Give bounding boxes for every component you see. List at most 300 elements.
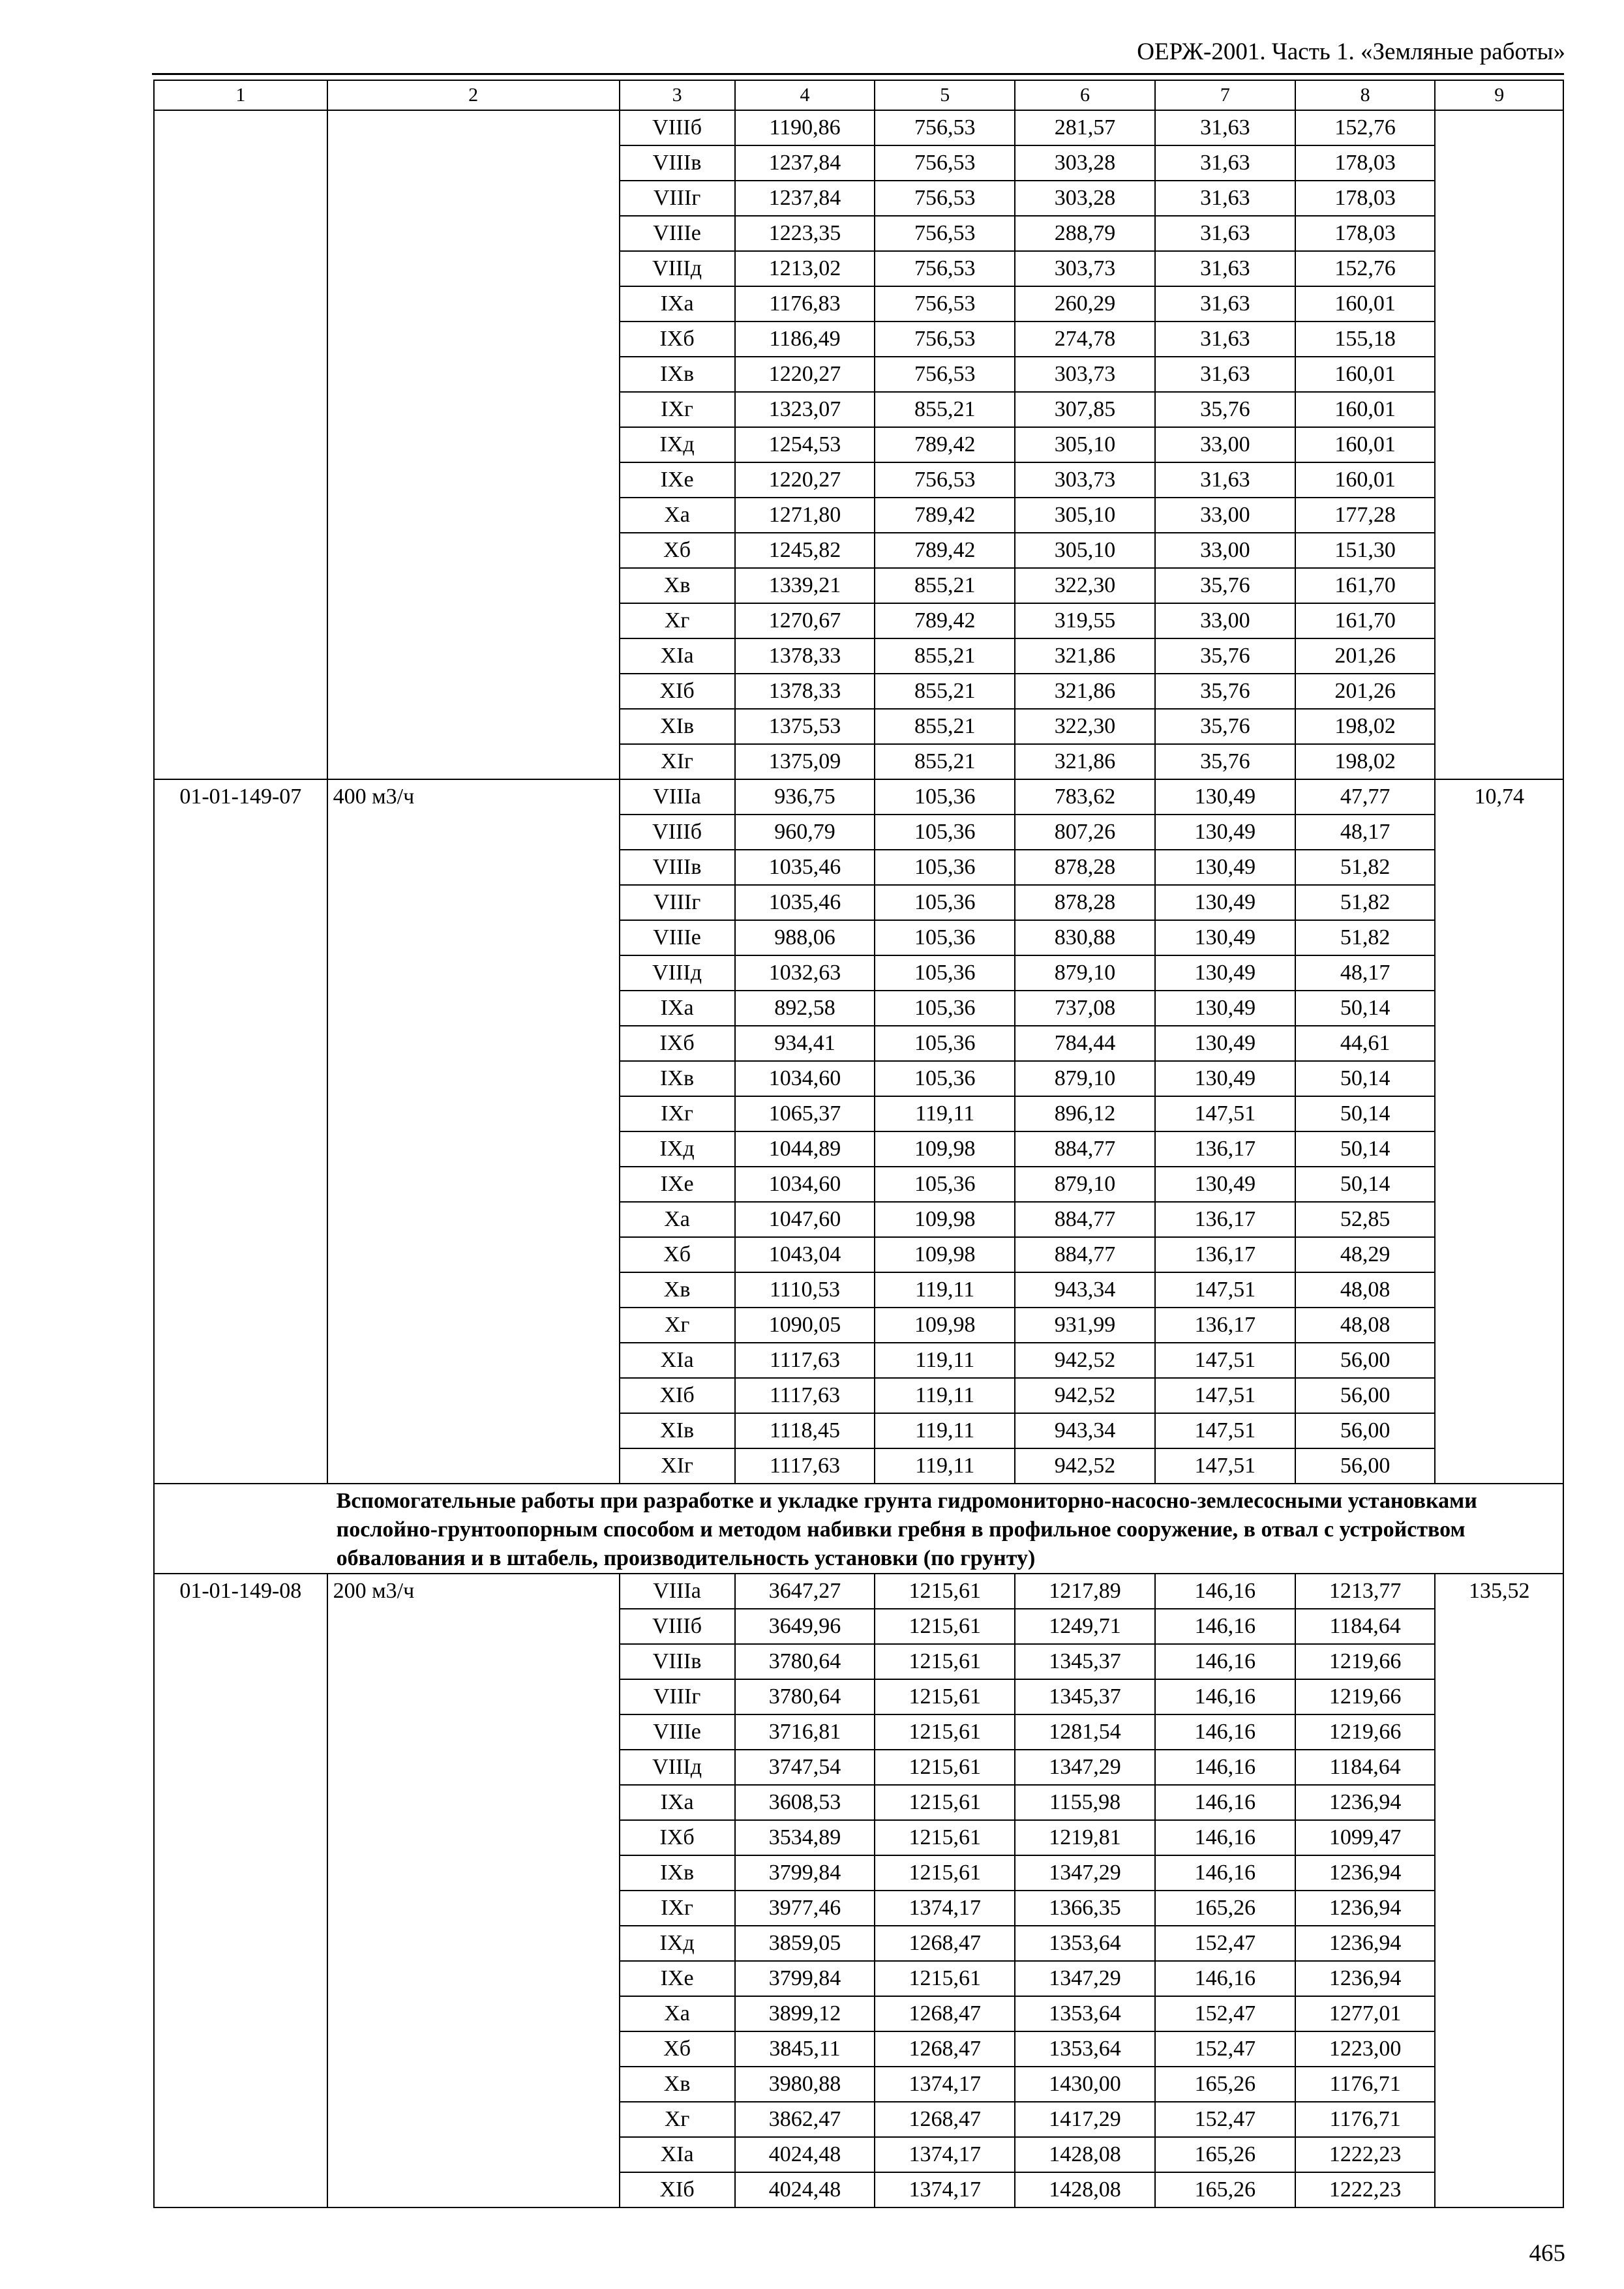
cost-value: 1215,61: [875, 1961, 1015, 1996]
cost-value: 942,52: [1015, 1448, 1155, 1484]
soil-group: VIIIг: [620, 1679, 735, 1714]
cost-value: 3799,84: [735, 1961, 875, 1996]
cost-value: 1034,60: [735, 1061, 875, 1096]
soil-group: XIа: [620, 638, 735, 674]
cost-value: 147,51: [1155, 1378, 1295, 1413]
cost-value: 1184,64: [1295, 1609, 1436, 1644]
cost-value: 260,29: [1015, 286, 1155, 322]
cost-value: 1117,63: [735, 1378, 875, 1413]
cost-value: 56,00: [1295, 1448, 1436, 1484]
cost-value: 105,36: [875, 815, 1015, 850]
cost-value: 105,36: [875, 885, 1015, 920]
cost-value: 109,98: [875, 1202, 1015, 1237]
cost-value: 303,28: [1015, 181, 1155, 216]
rate-code: [154, 110, 327, 779]
column-number: 3: [620, 80, 735, 110]
cost-value: 1044,89: [735, 1131, 875, 1167]
cost-value: 3747,54: [735, 1750, 875, 1785]
cost-value: 1110,53: [735, 1272, 875, 1308]
cost-value: 31,63: [1155, 462, 1295, 498]
cost-value: 56,00: [1295, 1378, 1436, 1413]
soil-group: Xб: [620, 1237, 735, 1272]
cost-value: 51,82: [1295, 920, 1436, 955]
table-row: [154, 1574, 1563, 1609]
cost-value: 756,53: [875, 357, 1015, 392]
cost-value: 1215,61: [875, 1574, 1015, 1609]
cost-value: 789,42: [875, 427, 1015, 462]
cost-value: 855,21: [875, 392, 1015, 427]
cost-value: 1236,94: [1295, 1891, 1436, 1926]
soil-group: IXа: [620, 991, 735, 1026]
column-number: 5: [875, 80, 1015, 110]
cost-value: 4024,48: [735, 2137, 875, 2172]
cost-value: 931,99: [1015, 1308, 1155, 1343]
cost-value: 119,11: [875, 1272, 1015, 1308]
cost-value: 321,86: [1015, 674, 1155, 709]
cost-value: 48,08: [1295, 1308, 1436, 1343]
cost-value: 47,77: [1295, 779, 1436, 815]
soil-group: VIIIд: [620, 251, 735, 286]
soil-group: VIIIв: [620, 145, 735, 181]
soil-group: IXд: [620, 427, 735, 462]
cost-value: 1417,29: [1015, 2102, 1155, 2137]
soil-group: VIIIг: [620, 885, 735, 920]
cost-value: 31,63: [1155, 145, 1295, 181]
cost-value: 879,10: [1015, 1167, 1155, 1202]
cost-value: 322,30: [1015, 568, 1155, 603]
column-number: 8: [1295, 80, 1436, 110]
cost-value: 119,11: [875, 1096, 1015, 1131]
cost-value: 146,16: [1155, 1820, 1295, 1855]
cost-value: 56,00: [1295, 1413, 1436, 1448]
cost-value: 1353,64: [1015, 2031, 1155, 2067]
cost-value: 1190,86: [735, 110, 875, 145]
cost-value: 1215,61: [875, 1855, 1015, 1891]
cost-value: 119,11: [875, 1378, 1015, 1413]
cost-value: 1219,66: [1295, 1679, 1436, 1714]
soil-group: IXб: [620, 1820, 735, 1855]
cost-value: 178,03: [1295, 145, 1436, 181]
header-rule: [152, 73, 1564, 75]
cost-value: 855,21: [875, 568, 1015, 603]
cost-value: 1374,17: [875, 2172, 1015, 2207]
cost-value: 1375,53: [735, 709, 875, 744]
cost-value: 177,28: [1295, 498, 1436, 533]
cost-value: 1270,67: [735, 603, 875, 638]
column-number-row: [154, 80, 1563, 110]
soil-group: XIг: [620, 1448, 735, 1484]
cost-value: 50,14: [1295, 1167, 1436, 1202]
soil-group: IXг: [620, 392, 735, 427]
cost-value: 1215,61: [875, 1750, 1015, 1785]
soil-group: Xа: [620, 1996, 735, 2031]
soil-group: XIб: [620, 1378, 735, 1413]
cost-value: 288,79: [1015, 216, 1155, 251]
cost-value: 155,18: [1295, 322, 1436, 357]
soil-group: VIIIа: [620, 1574, 735, 1609]
cost-value: 130,49: [1155, 1026, 1295, 1061]
cost-value: 879,10: [1015, 1061, 1155, 1096]
column-number: 6: [1015, 80, 1155, 110]
cost-value: 50,14: [1295, 1061, 1436, 1096]
cost-value: 1099,47: [1295, 1820, 1436, 1855]
cost-value: 1374,17: [875, 2137, 1015, 2172]
cost-value: 1323,07: [735, 392, 875, 427]
cost-value: 1215,61: [875, 1644, 1015, 1679]
cost-value: 1213,02: [735, 251, 875, 286]
cost-value: 152,47: [1155, 2102, 1295, 2137]
cost-value: 105,36: [875, 1026, 1015, 1061]
cost-value: 756,53: [875, 110, 1015, 145]
soil-group: VIIIе: [620, 1714, 735, 1750]
cost-value: 146,16: [1155, 1679, 1295, 1714]
soil-group: XIб: [620, 674, 735, 709]
cost-value: 1366,35: [1015, 1891, 1155, 1926]
soil-group: IXв: [620, 1855, 735, 1891]
cost-value: 35,76: [1155, 744, 1295, 779]
soil-group: VIIIв: [620, 850, 735, 885]
cost-value: 105,36: [875, 850, 1015, 885]
soil-group: IXе: [620, 1961, 735, 1996]
cost-value: 119,11: [875, 1448, 1015, 1484]
cost-value: 1374,17: [875, 2067, 1015, 2102]
cost-value: 879,10: [1015, 955, 1155, 991]
cost-value: 1268,47: [875, 1996, 1015, 2031]
cost-value: 160,01: [1295, 427, 1436, 462]
cost-value: 756,53: [875, 286, 1015, 322]
cost-value: 1222,23: [1295, 2137, 1436, 2172]
soil-group: IXб: [620, 322, 735, 357]
soil-group: VIIIб: [620, 110, 735, 145]
cost-value: 152,76: [1295, 110, 1436, 145]
soil-group: IXг: [620, 1891, 735, 1926]
section-heading: Вспомогательные работы при разработке и укладке грунта гидромониторно-насосно-землесосными установками послойно-грунтоопорным способом и методом набивки гребня в профильное сооружение, в отвал с устройством обвалования и в штабель, производительность установки (по грунту): [327, 1484, 1563, 1574]
cost-value: 33,00: [1155, 498, 1295, 533]
cost-value: 3899,12: [735, 1996, 875, 2031]
cost-value: 1339,21: [735, 568, 875, 603]
cost-value: 48,08: [1295, 1272, 1436, 1308]
cost-value: 1236,94: [1295, 1785, 1436, 1820]
soil-group: XIб: [620, 2172, 735, 2207]
cost-value: 789,42: [875, 498, 1015, 533]
capacity: 400 м3/ч: [327, 779, 620, 1484]
cost-value: 130,49: [1155, 920, 1295, 955]
cost-value: 130,49: [1155, 1061, 1295, 1096]
soil-group: IXа: [620, 286, 735, 322]
cost-value: 305,10: [1015, 533, 1155, 568]
cost-value: 178,03: [1295, 181, 1436, 216]
cost-value: 1236,94: [1295, 1961, 1436, 1996]
cost-value: 146,16: [1155, 1961, 1295, 1996]
cost-value: 146,16: [1155, 1855, 1295, 1891]
cost-value: 3716,81: [735, 1714, 875, 1750]
cost-value: 1268,47: [875, 2031, 1015, 2067]
column-9-value: 135,52: [1435, 1574, 1563, 2207]
cost-value: 130,49: [1155, 955, 1295, 991]
cost-value: 1374,17: [875, 1891, 1015, 1926]
cost-value: 147,51: [1155, 1343, 1295, 1378]
cost-value: 1220,27: [735, 462, 875, 498]
cost-value: 136,17: [1155, 1308, 1295, 1343]
cost-value: 136,17: [1155, 1131, 1295, 1167]
cost-value: 1347,29: [1015, 1961, 1155, 1996]
cost-value: 152,47: [1155, 2031, 1295, 2067]
cost-value: 48,17: [1295, 955, 1436, 991]
cost-value: 789,42: [875, 603, 1015, 638]
soil-group: XIг: [620, 744, 735, 779]
cost-value: 1428,08: [1015, 2172, 1155, 2207]
cost-value: 830,88: [1015, 920, 1155, 955]
cost-value: 1236,94: [1295, 1855, 1436, 1891]
cost-value: 756,53: [875, 145, 1015, 181]
cost-value: 3859,05: [735, 1926, 875, 1961]
cost-value: 130,49: [1155, 850, 1295, 885]
cost-value: 878,28: [1015, 850, 1155, 885]
soil-group: XIв: [620, 1413, 735, 1448]
cost-value: 303,73: [1015, 251, 1155, 286]
cost-value: 35,76: [1155, 638, 1295, 674]
cost-value: 35,76: [1155, 568, 1295, 603]
soil-group: Xв: [620, 568, 735, 603]
soil-group: VIIIе: [620, 920, 735, 955]
table-row: [154, 110, 1563, 145]
cost-value: 152,47: [1155, 1996, 1295, 2031]
cost-value: 807,26: [1015, 815, 1155, 850]
cost-value: 198,02: [1295, 709, 1436, 744]
cost-value: 31,63: [1155, 181, 1295, 216]
cost-value: 878,28: [1015, 885, 1155, 920]
cost-value: 274,78: [1015, 322, 1155, 357]
cost-value: 960,79: [735, 815, 875, 850]
cost-value: 1215,61: [875, 1785, 1015, 1820]
cost-value: 1215,61: [875, 1820, 1015, 1855]
rate-code: 01-01-149-07: [154, 779, 327, 1484]
cost-value: 3649,96: [735, 1609, 875, 1644]
soil-group: Xг: [620, 2102, 735, 2137]
cost-value: 303,73: [1015, 462, 1155, 498]
soil-group: VIIIб: [620, 815, 735, 850]
cost-value: 52,85: [1295, 1202, 1436, 1237]
cost-value: 130,49: [1155, 991, 1295, 1026]
cost-value: 201,26: [1295, 638, 1436, 674]
capacity: 200 м3/ч: [327, 1574, 620, 2207]
cost-value: 855,21: [875, 744, 1015, 779]
cost-value: 892,58: [735, 991, 875, 1026]
column-number: 9: [1435, 80, 1563, 110]
soil-group: XIа: [620, 1343, 735, 1378]
cost-value: 146,16: [1155, 1574, 1295, 1609]
cost-value: 1223,00: [1295, 2031, 1436, 2067]
cost-value: 1345,37: [1015, 1679, 1155, 1714]
cost-value: 3608,53: [735, 1785, 875, 1820]
cost-value: 146,16: [1155, 1644, 1295, 1679]
cost-value: 51,82: [1295, 850, 1436, 885]
cost-value: 1245,82: [735, 533, 875, 568]
cost-value: 884,77: [1015, 1237, 1155, 1272]
cost-value: 105,36: [875, 920, 1015, 955]
soil-group: IXе: [620, 462, 735, 498]
cost-value: 305,10: [1015, 498, 1155, 533]
cost-value: 147,51: [1155, 1096, 1295, 1131]
cost-value: 31,63: [1155, 286, 1295, 322]
cost-value: 1034,60: [735, 1167, 875, 1202]
cost-value: 105,36: [875, 991, 1015, 1026]
soil-group: IXб: [620, 1026, 735, 1061]
cost-value: 1043,04: [735, 1237, 875, 1272]
cost-value: 1223,35: [735, 216, 875, 251]
cost-value: 44,61: [1295, 1026, 1436, 1061]
cost-value: 1378,33: [735, 638, 875, 674]
cost-value: 281,57: [1015, 110, 1155, 145]
soil-group: VIIIг: [620, 181, 735, 216]
cost-value: 855,21: [875, 709, 1015, 744]
cost-value: 3780,64: [735, 1679, 875, 1714]
cost-value: 1237,84: [735, 181, 875, 216]
cost-value: 51,82: [1295, 885, 1436, 920]
cost-value: 756,53: [875, 251, 1015, 286]
cost-value: 1249,71: [1015, 1609, 1155, 1644]
cost-value: 50,14: [1295, 1096, 1436, 1131]
soil-group: Xб: [620, 2031, 735, 2067]
cost-value: 934,41: [735, 1026, 875, 1061]
soil-group: IXв: [620, 357, 735, 392]
cost-value: 1219,66: [1295, 1644, 1436, 1679]
cost-value: 3845,11: [735, 2031, 875, 2067]
column-9-value: [1435, 110, 1563, 779]
cost-value: 3862,47: [735, 2102, 875, 2137]
cost-value: 1219,81: [1015, 1820, 1155, 1855]
soil-group: VIIIд: [620, 1750, 735, 1785]
cost-value: 136,17: [1155, 1237, 1295, 1272]
cost-value: 988,06: [735, 920, 875, 955]
cost-value: 136,17: [1155, 1202, 1295, 1237]
soil-group: Xб: [620, 533, 735, 568]
cost-value: 3980,88: [735, 2067, 875, 2102]
cost-value: 165,26: [1155, 2067, 1295, 2102]
cost-value: 4024,48: [735, 2172, 875, 2207]
cost-value: 160,01: [1295, 392, 1436, 427]
cost-value: 119,11: [875, 1413, 1015, 1448]
cost-value: 321,86: [1015, 744, 1155, 779]
cost-value: 319,55: [1015, 603, 1155, 638]
cost-value: 942,52: [1015, 1378, 1155, 1413]
cost-value: 756,53: [875, 181, 1015, 216]
cost-value: 1176,71: [1295, 2067, 1436, 2102]
cost-value: 737,08: [1015, 991, 1155, 1026]
cost-value: 303,73: [1015, 357, 1155, 392]
soil-group: Xв: [620, 1272, 735, 1308]
cost-value: 1254,53: [735, 427, 875, 462]
soil-group: XIа: [620, 2137, 735, 2172]
soil-group: Xа: [620, 1202, 735, 1237]
cost-value: 178,03: [1295, 216, 1436, 251]
column-number: 1: [154, 80, 327, 110]
cost-value: 1430,00: [1015, 2067, 1155, 2102]
cost-value: 105,36: [875, 779, 1015, 815]
cost-value: 1090,05: [735, 1308, 875, 1343]
cost-value: 147,51: [1155, 1413, 1295, 1448]
soil-group: Xв: [620, 2067, 735, 2102]
cost-value: 1035,46: [735, 850, 875, 885]
cost-value: 3799,84: [735, 1855, 875, 1891]
cost-value: 321,86: [1015, 638, 1155, 674]
cost-value: 160,01: [1295, 286, 1436, 322]
cost-value: 146,16: [1155, 1750, 1295, 1785]
cost-value: 31,63: [1155, 216, 1295, 251]
cost-value: 109,98: [875, 1131, 1015, 1167]
cost-value: 855,21: [875, 674, 1015, 709]
cost-value: 936,75: [735, 779, 875, 815]
cost-value: 1236,94: [1295, 1926, 1436, 1961]
section-spacer: [154, 1484, 327, 1574]
cost-value: 31,63: [1155, 357, 1295, 392]
cost-value: 884,77: [1015, 1131, 1155, 1167]
cost-value: 1032,63: [735, 955, 875, 991]
cost-value: 3977,46: [735, 1891, 875, 1926]
soil-group: VIIIв: [620, 1644, 735, 1679]
soil-group: VIIIе: [620, 216, 735, 251]
cost-value: 1268,47: [875, 2102, 1015, 2137]
cost-value: 50,14: [1295, 1131, 1436, 1167]
cost-value: 151,30: [1295, 533, 1436, 568]
cost-value: 943,34: [1015, 1272, 1155, 1308]
cost-value: 1176,83: [735, 286, 875, 322]
cost-value: 1155,98: [1015, 1785, 1155, 1820]
cost-value: 160,01: [1295, 462, 1436, 498]
cost-value: 1047,60: [735, 1202, 875, 1237]
cost-value: 31,63: [1155, 322, 1295, 357]
cost-value: 33,00: [1155, 603, 1295, 638]
cost-value: 784,44: [1015, 1026, 1155, 1061]
cost-value: 307,85: [1015, 392, 1155, 427]
soil-group: IXд: [620, 1131, 735, 1167]
soil-group: IXе: [620, 1167, 735, 1202]
soil-group: VIIIа: [620, 779, 735, 815]
cost-value: 1375,09: [735, 744, 875, 779]
cost-value: 303,28: [1015, 145, 1155, 181]
soil-group: IXд: [620, 1926, 735, 1961]
cost-value: 48,17: [1295, 815, 1436, 850]
cost-value: 1184,64: [1295, 1750, 1436, 1785]
soil-group: VIIIд: [620, 955, 735, 991]
cost-value: 1277,01: [1295, 1996, 1436, 2031]
cost-value: 130,49: [1155, 815, 1295, 850]
soil-group: XIв: [620, 709, 735, 744]
cost-value: 35,76: [1155, 392, 1295, 427]
cost-value: 105,36: [875, 1061, 1015, 1096]
cost-value: 756,53: [875, 216, 1015, 251]
cost-value: 165,26: [1155, 2137, 1295, 2172]
cost-value: 152,47: [1155, 1926, 1295, 1961]
cost-value: 165,26: [1155, 1891, 1295, 1926]
page-header-title: ОЕРЖ-2001. Часть 1. «Земляные работы»: [1137, 38, 1565, 65]
cost-value: 130,49: [1155, 1167, 1295, 1202]
soil-group: IXг: [620, 1096, 735, 1131]
cost-value: 1268,47: [875, 1926, 1015, 1961]
cost-value: 35,76: [1155, 709, 1295, 744]
cost-value: 165,26: [1155, 2172, 1295, 2207]
cost-value: 942,52: [1015, 1343, 1155, 1378]
cost-value: 756,53: [875, 462, 1015, 498]
cost-value: 789,42: [875, 533, 1015, 568]
cost-value: 1222,23: [1295, 2172, 1436, 2207]
cost-value: 1117,63: [735, 1448, 875, 1484]
cost-value: 1220,27: [735, 357, 875, 392]
cost-value: 3534,89: [735, 1820, 875, 1855]
table-row: [154, 779, 1563, 815]
cost-value: 161,70: [1295, 568, 1436, 603]
cost-value: 1353,64: [1015, 1996, 1155, 2031]
